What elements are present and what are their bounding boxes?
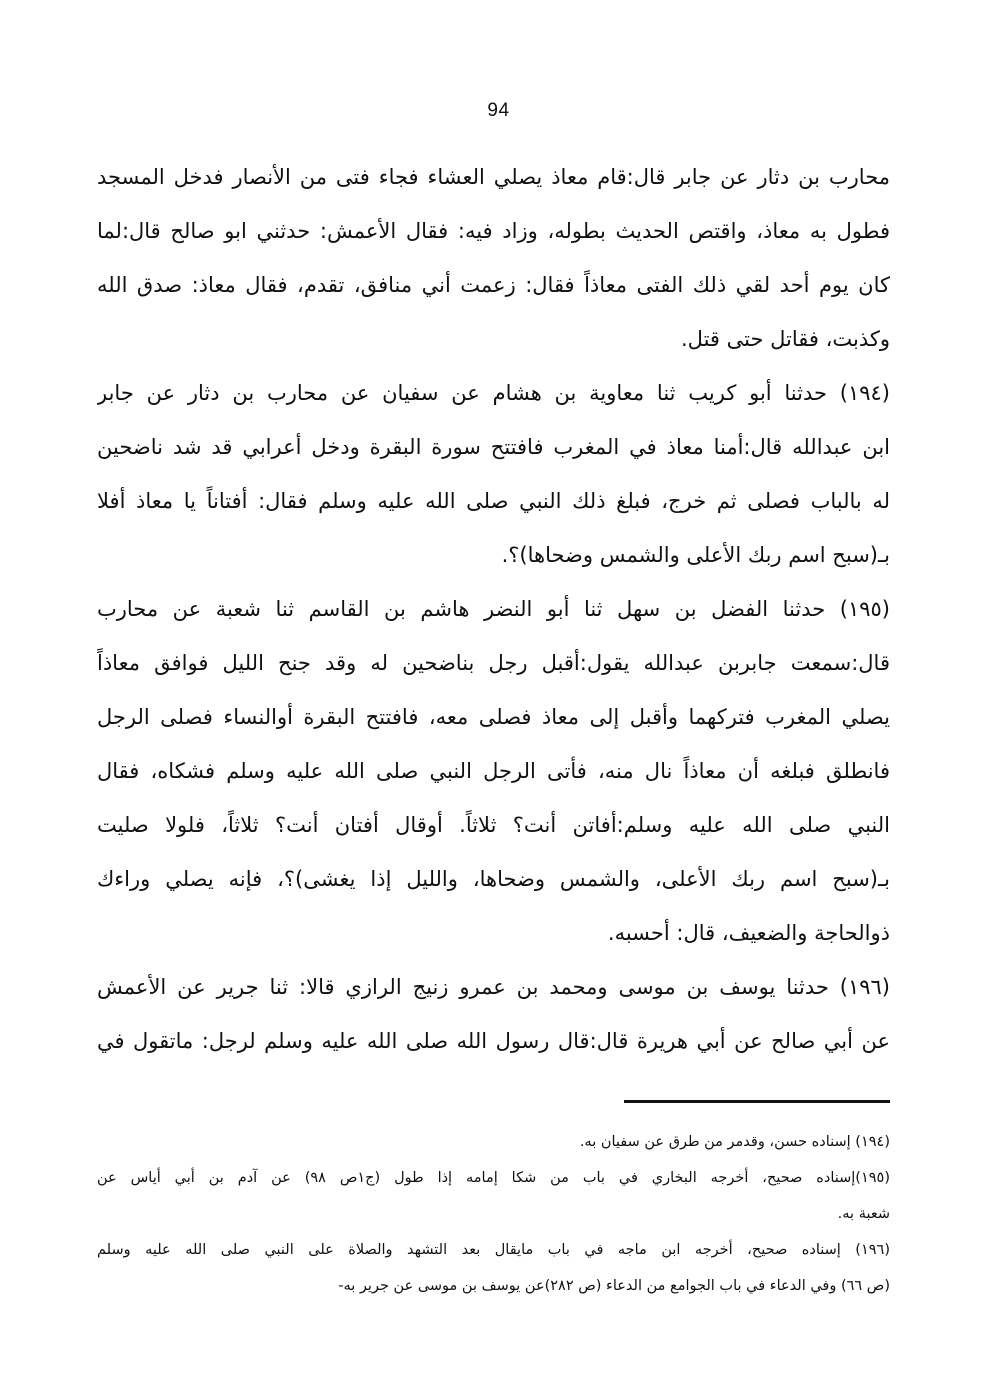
footnote-194: (١٩٤) إسناده حسن، وقدمر من طرق عن سفيان به. <box>579 1134 890 1150</box>
footnote-line: شعبة به. <box>837 1206 890 1222</box>
text-line: محارب بن دثار عن جابر قال:قام معاذ يصلي العشاء فجاء فتى من الأنصار فدخل المسجد <box>97 165 890 189</box>
text-line: له بالباب فصلى ثم خرج، فبلغ ذلك النبي صلى الله عليه وسلم فقال: أفتاناً يا معاذ أفلا <box>97 489 890 513</box>
footnotes <box>97 1124 890 1304</box>
main-text <box>97 150 890 1068</box>
text-line: فطول به معاذ، واقتص الحديث بطوله، وزاد فيه: فقال الأعمش: حدثني ابو صالح قال:لما <box>97 219 890 243</box>
text-line: النبي صلى الله عليه وسلم:أفاتن أنت؟ ثلاثاً. أوقال أفتان أنت؟ ثلاثاً، فلولا صليت <box>97 813 890 837</box>
hadith-195-line: (١٩٥) حدثنا الفضل بن سهل ثنا أبو النضر هاشم بن القاسم ثنا شعبة عن محارب <box>97 597 890 621</box>
footnote-195: (١٩٥)إسناده صحيح، أخرجه البخاري في باب من شكا إمامه إذا طول (ج١ص ٩٨) عن آدم بن أبي أياس عن <box>97 1170 890 1186</box>
text-line: فانطلق فبلغه أن معاذاً نال منه، فأتى الرجل النبي صلى الله عليه وسلم فشكاه، فقال <box>97 759 890 783</box>
footnote-separator <box>624 1100 890 1103</box>
footnote-line: (ص ٦٦) وفي الدعاء في باب الجوامع من الدعاء (ص ٢٨٢)عن يوسف بن موسى عن جرير به- <box>338 1278 890 1294</box>
text-line: بـ(سبح اسم ربك الأعلى والشمس وضحاها)؟. <box>501 543 890 567</box>
text-line: ذوالحاجة والضعيف، قال: أحسبه. <box>607 921 890 945</box>
text-line: عن أبي صالح عن أبي هريرة قال:قال رسول الله صلى الله عليه وسلم لرجل: ماتقول في <box>97 1029 890 1053</box>
hadith-196-line: (١٩٦) حدثنا يوسف بن موسى ومحمد بن عمرو زنيج الرازي قالا: ثنا جرير عن الأعمش <box>97 975 890 999</box>
hadith-194-line: (١٩٤) حدثنا أبو كريب ثنا معاوية بن هشام عن سفيان عن محارب بن دثار عن جابر <box>97 381 890 405</box>
text-line: وكذبت، فقاتل حتى قتل. <box>680 327 890 351</box>
page-number: 94 <box>487 100 510 121</box>
text-line: كان يوم أحد لقي ذلك الفتى معاذاً فقال: زعمت أني منافق، تقدم، فقال معاذ: صدق الله <box>97 273 890 297</box>
text-line: يصلي المغرب فتركهما وأقبل إلى معاذ فصلى معه، فافتتح البقرة أوالنساء فصلى الرجل <box>97 705 890 729</box>
footnote-196: (١٩٦) إسناده صحيح، أخرجه ابن ماجه في باب مايقال بعد التشهد والصلاة على النبي صلى الله عليه وسلم <box>97 1242 890 1258</box>
text-line: بـ(سبح اسم ربك الأعلى، والشمس وضحاها، والليل إذا يغشى)؟، فإنه يصلي وراءك <box>97 867 890 891</box>
text-line: قال:سمعت جابربن عبدالله يقول:أقبل رجل بناضحين له وقد جنح الليل فوافق معاذاً <box>97 651 890 675</box>
text-line: ابن عبدالله قال:أمنا معاذ في المغرب فافتتح سورة البقرة ودخل أعرابي قد شد ناضحين <box>97 435 890 459</box>
